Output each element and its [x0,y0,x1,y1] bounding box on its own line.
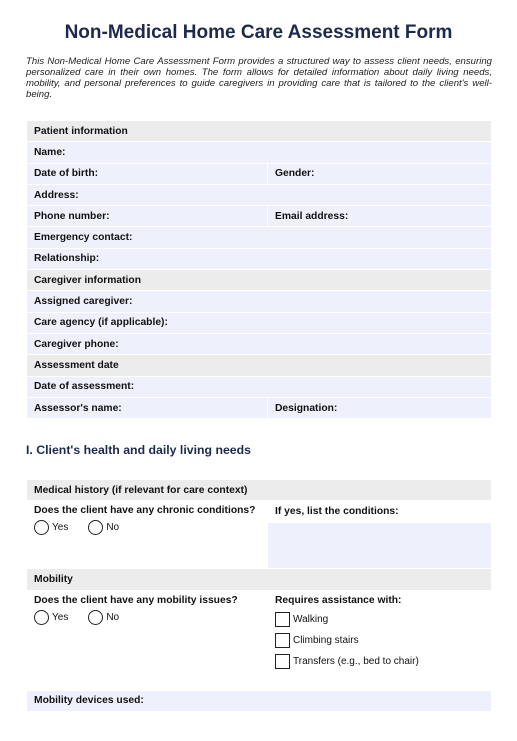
phone-field[interactable]: Phone number: [27,206,268,227]
caregiver-info-heading: Caregiver information [27,270,492,291]
assessor-name-field[interactable]: Assessor's name: [27,397,268,418]
medical-history-heading: Medical history (if relevant for care context) [27,480,492,501]
mobility-devices-field[interactable]: Mobility devices used: [27,690,492,711]
form-title: Non-Medical Home Care Assessment Form [64,22,453,43]
conditions-input[interactable] [268,523,492,569]
patient-info-heading: Patient information [27,121,492,142]
address-field[interactable]: Address: [27,184,492,205]
transfers-checkbox[interactable] [275,654,290,669]
chronic-yes-radio[interactable] [34,520,49,535]
intro-paragraph: This Non-Medical Home Care Assessment Form provides a structured way to assess client needs, ensuring personalized care in their own homes. The form allows for detailed information about daily living needs, mobility, and personal preferences to guide caregivers in providing care that is tailored to the client's well-being. [26,56,492,100]
designation-field[interactable]: Designation: [268,397,492,418]
assigned-caregiver-field[interactable]: Assigned caregiver: [27,291,492,312]
chronic-no-radio[interactable] [88,520,103,535]
name-field[interactable]: Name: [27,142,492,163]
caregiver-phone-field[interactable]: Caregiver phone: [27,333,492,354]
mobility-heading: Mobility [27,569,492,590]
care-agency-field[interactable]: Care agency (if applicable): [27,312,492,333]
assistance-cell [268,590,492,690]
health-needs-table [26,479,492,712]
walking-checkbox[interactable] [275,612,290,627]
mobility-no-radio[interactable] [88,610,103,625]
climbing-stairs-label: Climbing stairs [293,634,359,646]
chronic-yes-label: Yes [52,522,69,534]
email-field[interactable]: Email address: [268,206,492,227]
relationship-field[interactable]: Relationship: [27,248,492,269]
mobility-no-label: No [106,611,120,623]
climbing-stairs-checkbox[interactable] [275,633,290,648]
dob-field[interactable]: Date of birth: [27,163,268,184]
requires-assistance-label: Requires assistance with: [275,594,402,606]
mobility-issues-question: Does the client have any mobility issues? [34,594,238,606]
conditions-label: If yes, list the conditions: [268,501,492,523]
chronic-no-label: No [106,522,120,534]
mobility-issues-cell [27,590,268,690]
assessment-date-heading: Assessment date [27,355,492,376]
chronic-conditions-question: Does the client have any chronic conditions? [34,505,256,517]
walking-label: Walking [293,613,329,625]
emergency-contact-field[interactable]: Emergency contact: [27,227,492,248]
section-heading: I. Client's health and daily living needs [26,443,252,457]
chronic-conditions-cell [27,501,268,569]
mobility-yes-label: Yes [52,611,69,623]
patient-info-table [26,120,492,419]
transfers-label: Transfers (e.g., bed to chair) [293,655,419,667]
mobility-yes-radio[interactable] [34,610,49,625]
date-of-assessment-field[interactable]: Date of assessment: [27,376,492,397]
gender-field[interactable]: Gender: [268,163,492,184]
